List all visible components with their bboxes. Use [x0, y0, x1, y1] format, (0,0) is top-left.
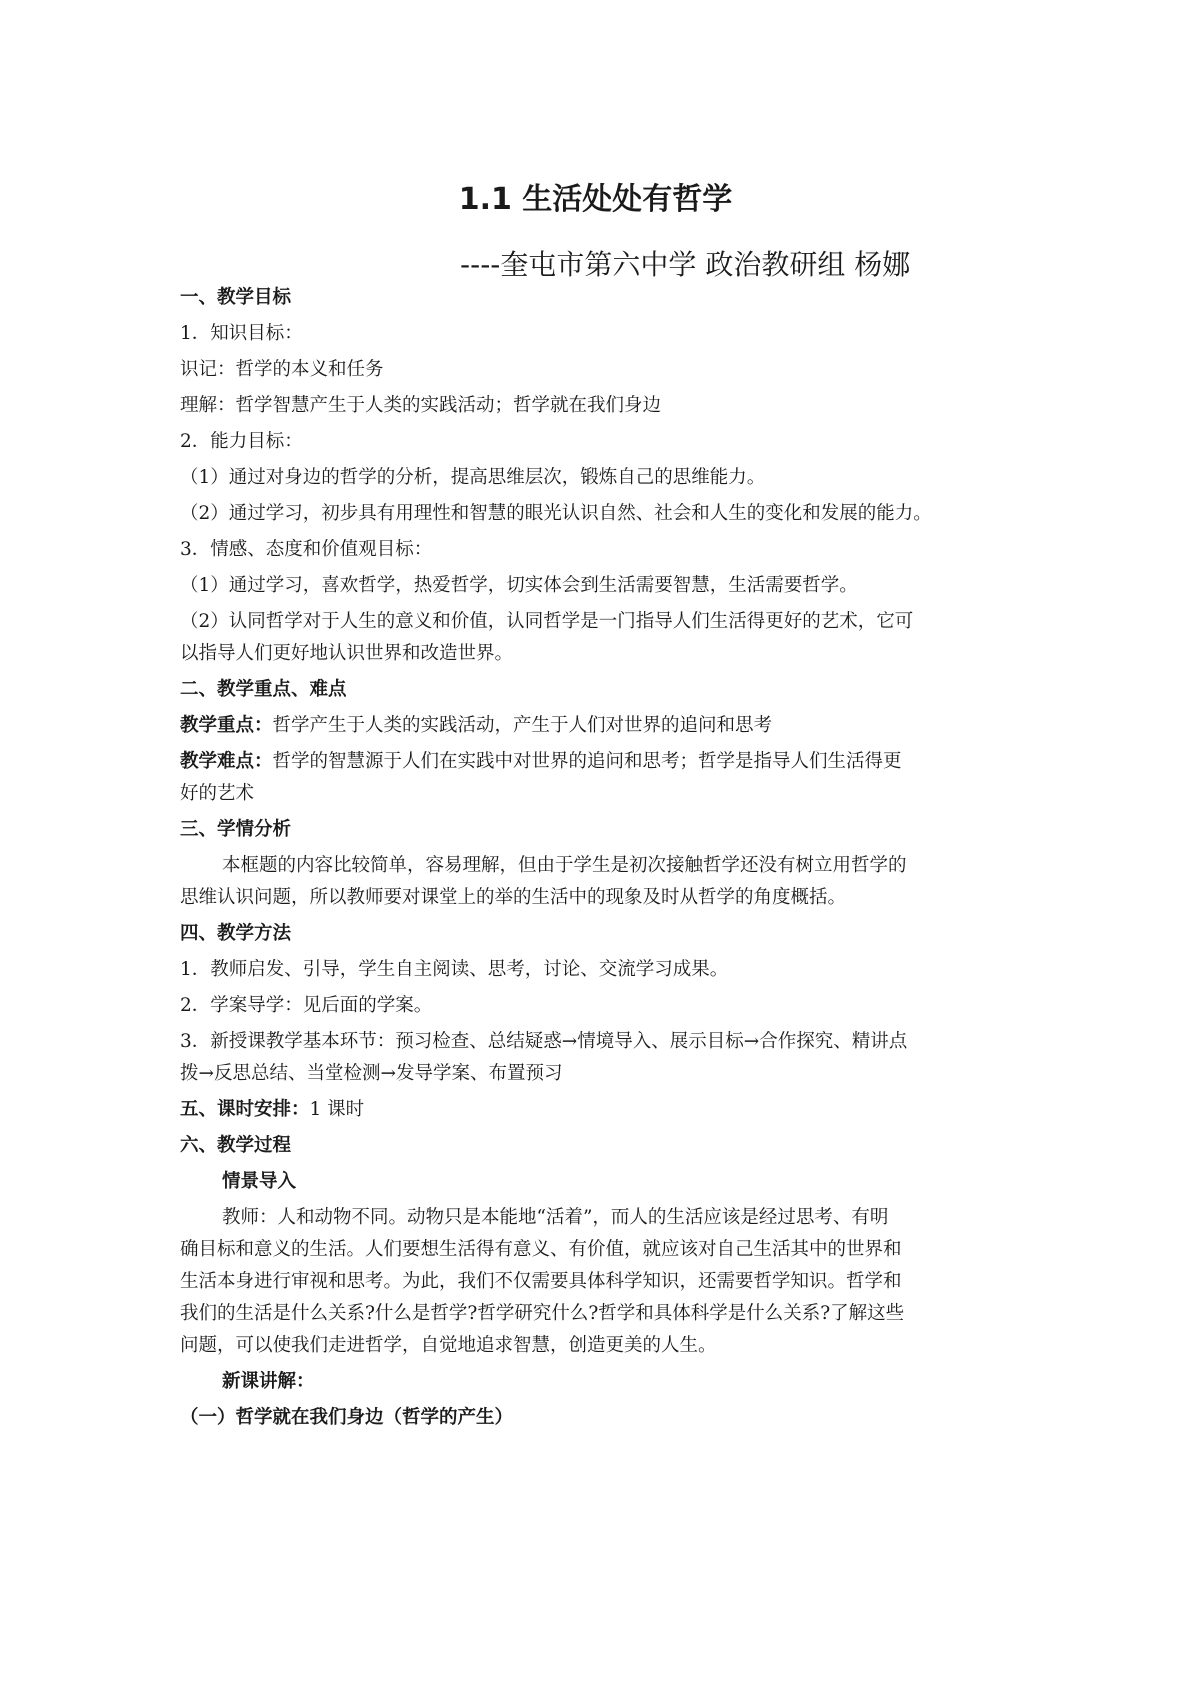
emotion-item-2-line-1: （2）认同哲学对于人生的意义和价值，认同哲学是一门指导人们生活得更好的艺术，它可 — [180, 611, 914, 632]
ability-item-1: （1）通过对身边的哲学的分析，提高思维层次，锻炼自己的思维能力。 — [180, 467, 766, 488]
intro-paragraph-line-3: 生活本身进行审视和思考。为此，我们不仅需要具体科学知识，还需要哲学知识。哲学和 — [180, 1271, 902, 1292]
scenario-intro-label: 情景导入 — [222, 1171, 297, 1192]
difficulty-label: 教学难点： — [180, 751, 273, 772]
method-item-3-line-2: 拨→反思总结、当堂检测→发导学案、布置预习 — [180, 1063, 563, 1084]
analysis-paragraph-line-1: 本框题的内容比较简单，容易理解，但由于学生是初次接触哲学还没有树立用哲学的 — [222, 855, 907, 876]
key-point-text: 哲学产生于人类的实践活动，产生于人们对世界的追问和思考 — [272, 715, 773, 736]
schedule-line — [180, 1096, 364, 1124]
new-lesson-label: 新课讲解： — [222, 1371, 315, 1392]
emotion-item-1: （1）通过学习，喜欢哲学，热爱哲学，切实体会到生活需要智慧，生活需要哲学。 — [180, 575, 858, 596]
intro-paragraph-line-5: 问题，可以使我们走进哲学，自觉地追求智慧，创造更美的人生。 — [180, 1335, 717, 1356]
key-point-line — [180, 712, 772, 740]
section-heading-analysis: 三、学情分析 — [180, 819, 292, 840]
emotion-item-2-line-2: 以指导人们更好地认识世界和改造世界。 — [180, 643, 514, 664]
intro-paragraph-line-4: 我们的生活是什么关系?什么是哲学?哲学研究什么?哲学和具体科学是什么关系?了解这些 — [180, 1303, 905, 1324]
difficulty-line — [180, 748, 902, 776]
section-heading-schedule: 五、课时安排： — [180, 1099, 310, 1120]
method-item-1: 1．教师启发、引导，学生自主阅读、思考，讨论、交流学习成果。 — [180, 959, 729, 980]
difficulty-line-2: 好的艺术 — [180, 783, 255, 804]
method-item-3-line-1: 3．新授课教学基本环节：预习检查、总结疑惑→情境导入、展示目标→合作探究、精讲点 — [180, 1031, 908, 1052]
intro-paragraph-line-1: 教师：人和动物不同。动物只是本能地“活着”，而人的生活应该是经过思考、有明 — [222, 1207, 889, 1228]
document-title: 1.1 生活处处有哲学 — [458, 182, 733, 217]
section-heading-methods: 四、教学方法 — [180, 923, 292, 944]
document-subtitle: ----奎屯市第六中学 政治教研组 杨娜 — [460, 248, 911, 281]
remember-line: 识记：哲学的本义和任务 — [180, 359, 384, 380]
analysis-paragraph-line-2: 思维认识问题，所以教师要对课堂上的举的生活中的现象及时从哲学的角度概括。 — [180, 887, 847, 908]
method-item-2: 2．学案导学：见后面的学案。 — [180, 995, 433, 1016]
section-heading-process: 六、教学过程 — [180, 1135, 292, 1156]
intro-paragraph-line-2: 确目标和意义的生活。人们要想生活得有意义、有价值，就应该对自己生活其中的世界和 — [180, 1239, 902, 1260]
section-heading-key-points: 二、教学重点、难点 — [180, 679, 347, 700]
ability-objective-label: 2．能力目标： — [180, 431, 303, 452]
understand-line: 理解：哲学智慧产生于人类的实践活动；哲学就在我们身边 — [180, 395, 662, 416]
knowledge-objective-label: 1．知识目标： — [180, 323, 303, 344]
emotion-objective-label: 3．情感、态度和价值观目标： — [180, 539, 433, 560]
difficulty-text: 哲学的智慧源于人们在实践中对世界的追问和思考；哲学是指导人们生活得更 — [272, 751, 902, 772]
schedule-value: 1 课时 — [309, 1099, 365, 1120]
key-point-label: 教学重点： — [180, 715, 273, 736]
part-one-heading: （一）哲学就在我们身边（哲学的产生） — [180, 1407, 514, 1428]
ability-item-2: （2）通过学习，初步具有用理性和智慧的眼光认识自然、社会和人生的变化和发展的能力。 — [180, 503, 932, 524]
section-heading-objectives: 一、教学目标 — [180, 287, 292, 308]
